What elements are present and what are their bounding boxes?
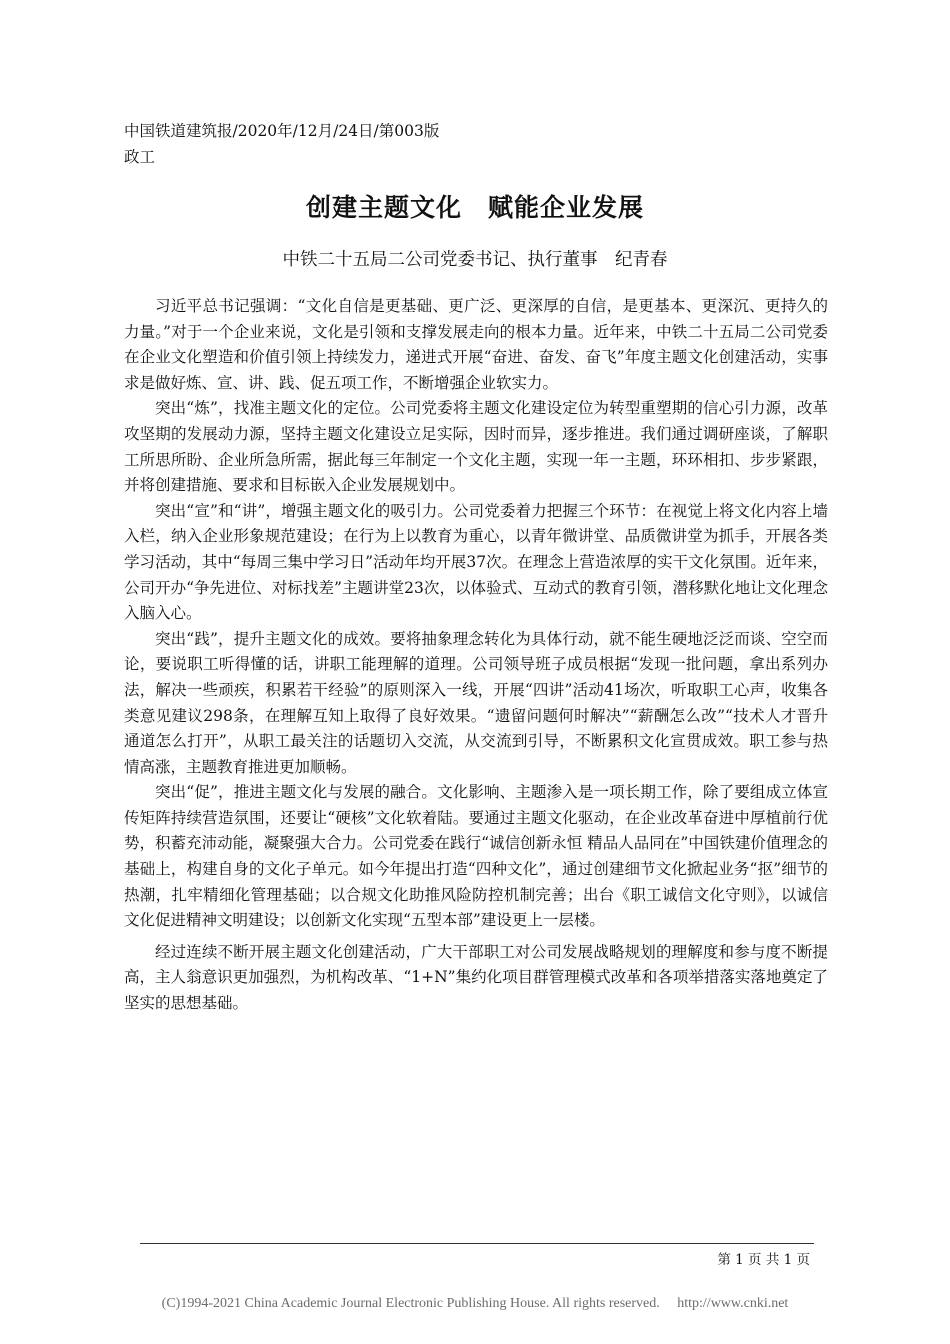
page-number: 第 1 页 共 1 页 <box>717 1252 810 1268</box>
copyright-footer: (C)1994-2021 China Academic Journal Electronic Publishing House. All rights reserved. http://www.cnki.net <box>161 1296 789 1311</box>
article-title: 创建主题文化 赋能企业发展 <box>305 193 644 222</box>
publication-section: 政工 <box>124 148 156 166</box>
publication-source: 中国铁道建筑报/2020年/12月/24日/第003版 <box>124 122 440 140</box>
article-paragraph: 习近平总书记强调：“文化自信是更基础、更广泛、更深厚的自信，是更基本、更深沉、更持久的力量。”对于一个企业来说，文化是引领和支撑发展走向的根本力量。近年来，中铁二十五局二公司党委在企业文化塑造和价值引领上持续发力，递进式开展“奋进、奋发、奋飞”年度主题文化创建活动，实事求是做好炼、宣、讲、践、促五项工作，不断增强企业软实力。 <box>124 297 828 392</box>
article-paragraph: 突出“促”，推进主题文化与发展的融合。文化影响、主题渗入是一项长期工作，除了要组成立体宣传矩阵持续营造氛围，还要让“硬核”文化软着陆。要通过主题文化驱动，在企业改革奋进中厚植前行优势，积蓄充沛动能，凝聚强大合力。公司党委在践行“诚信创新永恒 精品人品同在”中国铁建价值理念的基础上，构建自身的文化子单元。如今年提出打造“四种文化”，通过创建细节文化掀起业务“抠”细节的热潮，扎牢精细化管理基础；以合规文化助推风险防控机制完善；出台《职工诚信文化守则》，以诚信文化促进精神文明建设；以创新文化实现“五型本部”建设更上一层楼。 <box>124 783 828 930</box>
publication-header <box>124 118 439 170</box>
article-paragraph: 经过连续不断开展主题文化创建活动，广大干部职工对公司发展战略规划的理解度和参与度不断提高，主人翁意识更加强烈，为机构改革、“1+N”集约化项目群管理模式改革和各项举措落实落地奠定了坚实的思想基础。 <box>124 942 828 1013</box>
article-paragraph: 突出“炼”，找准主题文化的定位。公司党委将主题文化建设定位为转型重塑期的信心引力源，改革攻坚期的发展动力源，坚持主题文化建设立足实际，因时而异，逐步推进。我们通过调研座谈，了解职工所思所盼、企业所急所需，据此每三年制定一个文化主题，实现一年一主题，环环相扣、步步紧跟，并将创建措施、要求和目标嵌入企业发展规划中。 <box>124 399 828 495</box>
article-body <box>124 294 828 1017</box>
article-paragraph: 突出“宣”和“讲”，增强主题文化的吸引力。公司党委着力把握三个环节：在视觉上将文化内容上墙入栏，纳入企业形象规范建设；在行为上以教育为重心，以青年微讲堂、品质微讲堂为抓手，开展各类学习活动，其中“每周三集中学习日”活动年均开展37次。在理念上营造浓厚的实干文化氛围。近年来，公司开办“争先进位、对标找差”主题讲堂23次，以体验式、互动式的教育引领，潜移默化地让文化理念入脑入心。 <box>124 501 828 623</box>
footer-divider <box>140 1243 814 1244</box>
article-byline: 中铁二十五局二公司党委书记、执行董事 纪青春 <box>282 250 668 270</box>
article-paragraph: 突出“践”，提升主题文化的成效。要将抽象理念转化为具体行动，就不能生硬地泛泛而谈、空空而论，要说职工听得懂的话，讲职工能理解的道理。公司领导班子成员根据“发现一批问题，拿出系列办法，解决一些顽疾，积累若干经验”的原则深入一线，开展“四讲”活动41场次，听取职工心声，收集各类意见建议298条，在理解互知上取得了良好效果。“遗留问题何时解决”“薪酬怎么改”“技术人才晋升通道怎么打开”，从职工最关注的话题切入交流，从交流到引导，不断累积文化宣贯成效。职工参与热情高涨，主题教育推进更加顺畅。 <box>124 629 828 776</box>
